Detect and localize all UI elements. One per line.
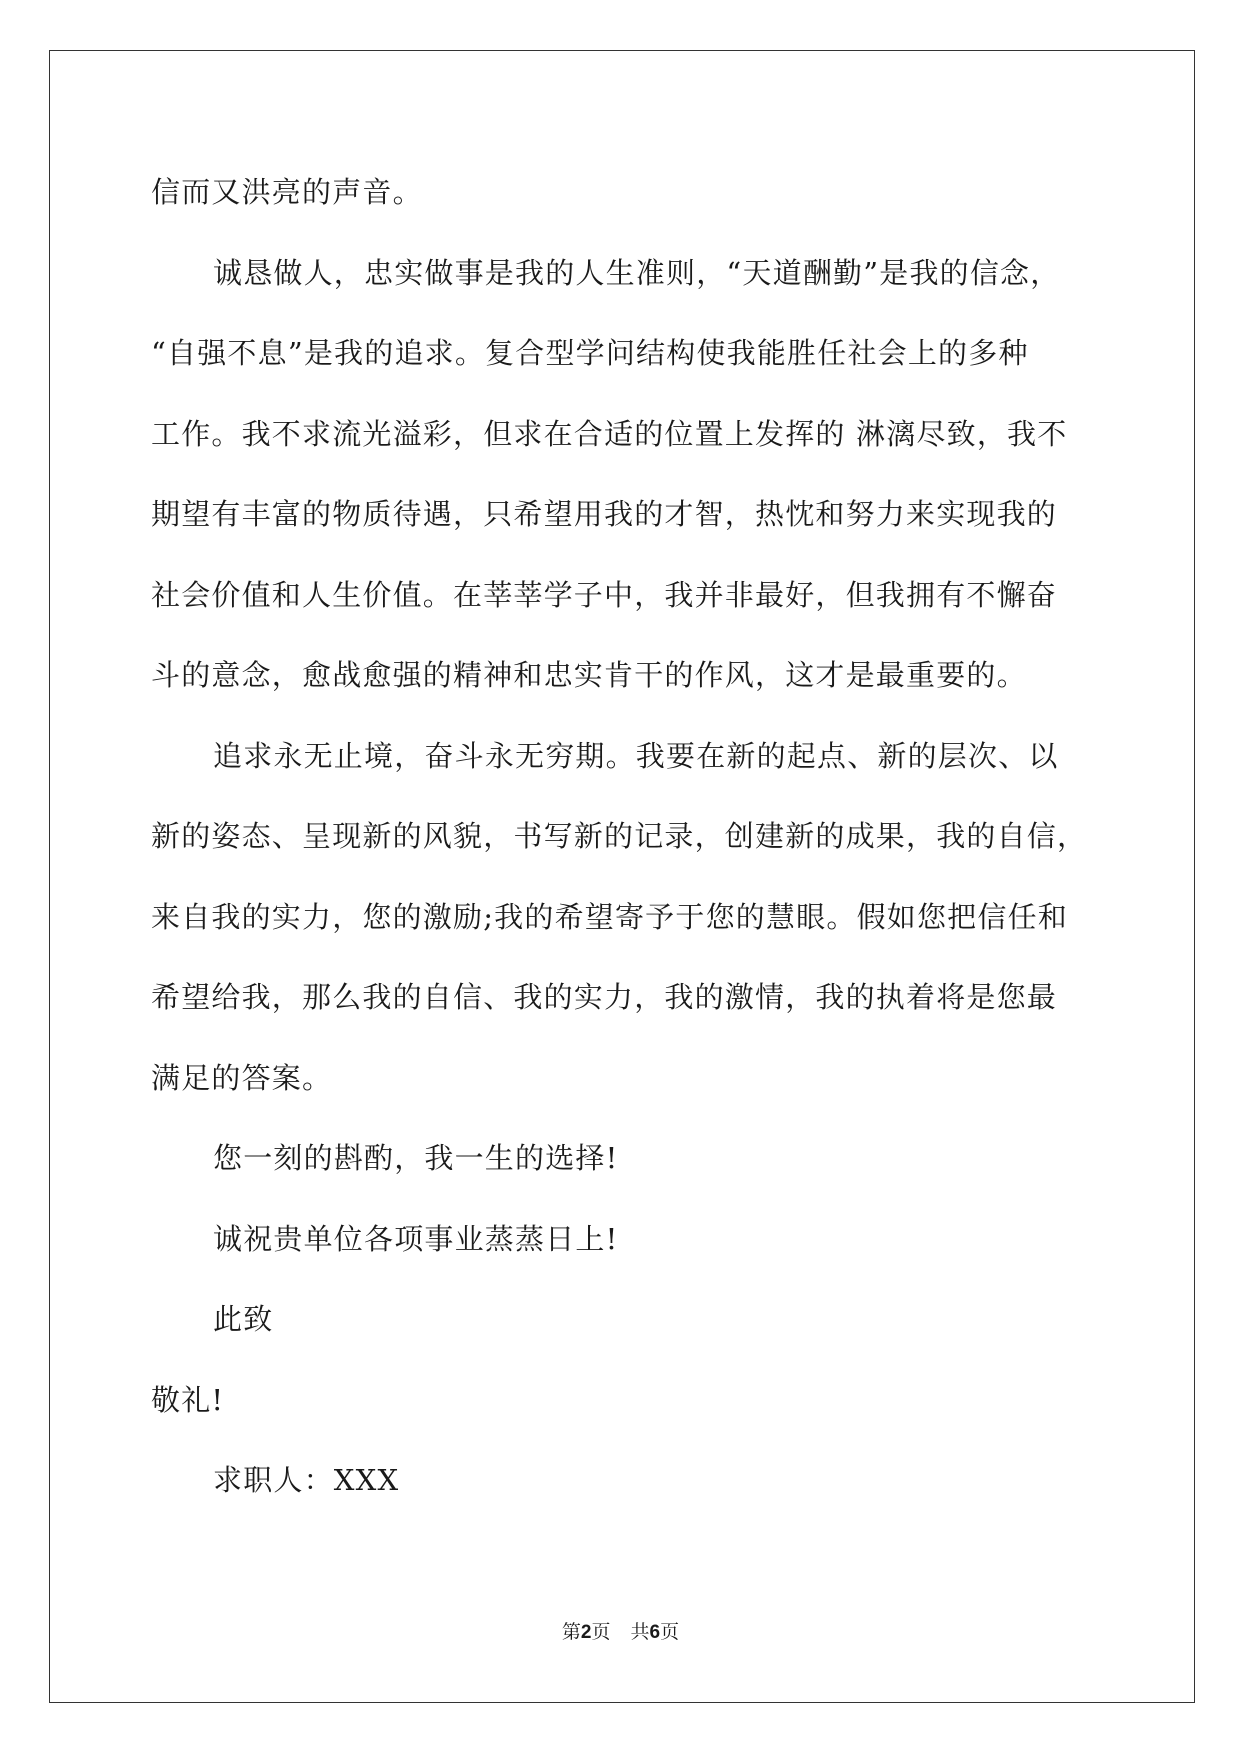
text-line: 诚祝贵单位各项事业蒸蒸日上! bbox=[213, 1221, 619, 1256]
text-line: 信而又洪亮的声音。 bbox=[151, 175, 423, 209]
total-page-number: 6 bbox=[649, 1622, 661, 1643]
page-prefix: 第 bbox=[561, 1621, 581, 1643]
text-line: 工作。我不求流光溢彩，但求在合适的位置上发挥的 淋漓尽致，我不 bbox=[151, 416, 1068, 451]
current-page-number: 2 bbox=[580, 1622, 592, 1643]
text-line: 满足的答案。 bbox=[151, 1060, 333, 1095]
text-line: 您一刻的斟酌，我一生的选择! bbox=[213, 1141, 619, 1175]
text-line: 新的姿态、呈现新的风貌，书写新的记录，创建新的成果，我的自信， bbox=[151, 819, 1088, 853]
closing-regards: 敬礼! bbox=[151, 1382, 225, 1417]
page-footer bbox=[0, 1617, 1241, 1644]
total-prefix: 共 bbox=[630, 1621, 650, 1643]
closing-salutation: 此致 bbox=[213, 1302, 274, 1336]
signature-line: 求职人：XXX bbox=[213, 1463, 400, 1497]
text-line: 追求永无止境，奋斗永无穷期。我要在新的起点、新的层次、以 bbox=[213, 738, 1059, 773]
text-line: 诚恳做人，忠实做事是我的人生准则，“天道酬勤”是我的信念， bbox=[213, 255, 1061, 290]
text-line: 来自我的实力，您的激励;我的希望寄予于您的慧眼。假如您把信任和 bbox=[151, 899, 1068, 934]
text-line: 期望有丰富的物质待遇，只希望用我的才智，热忱和努力来实现我的 bbox=[151, 497, 1058, 531]
total-suffix: 页 bbox=[660, 1621, 680, 1643]
page-suffix: 页 bbox=[591, 1621, 611, 1643]
text-line: 希望给我，那么我的自信、我的实力，我的激情，我的执着将是您最 bbox=[151, 980, 1058, 1014]
text-line: “自强不息”是我的追求。复合型学问结构使我能胜任社会上的多种 bbox=[151, 336, 1029, 370]
text-line: 斗的意念，愈战愈强的精神和忠实肯干的作风，这才是最重要的。 bbox=[151, 658, 1027, 692]
text-line: 社会价值和人生价值。在莘莘学子中，我并非最好，但我拥有不懈奋 bbox=[151, 577, 1058, 612]
letter-body bbox=[151, 152, 1091, 1521]
